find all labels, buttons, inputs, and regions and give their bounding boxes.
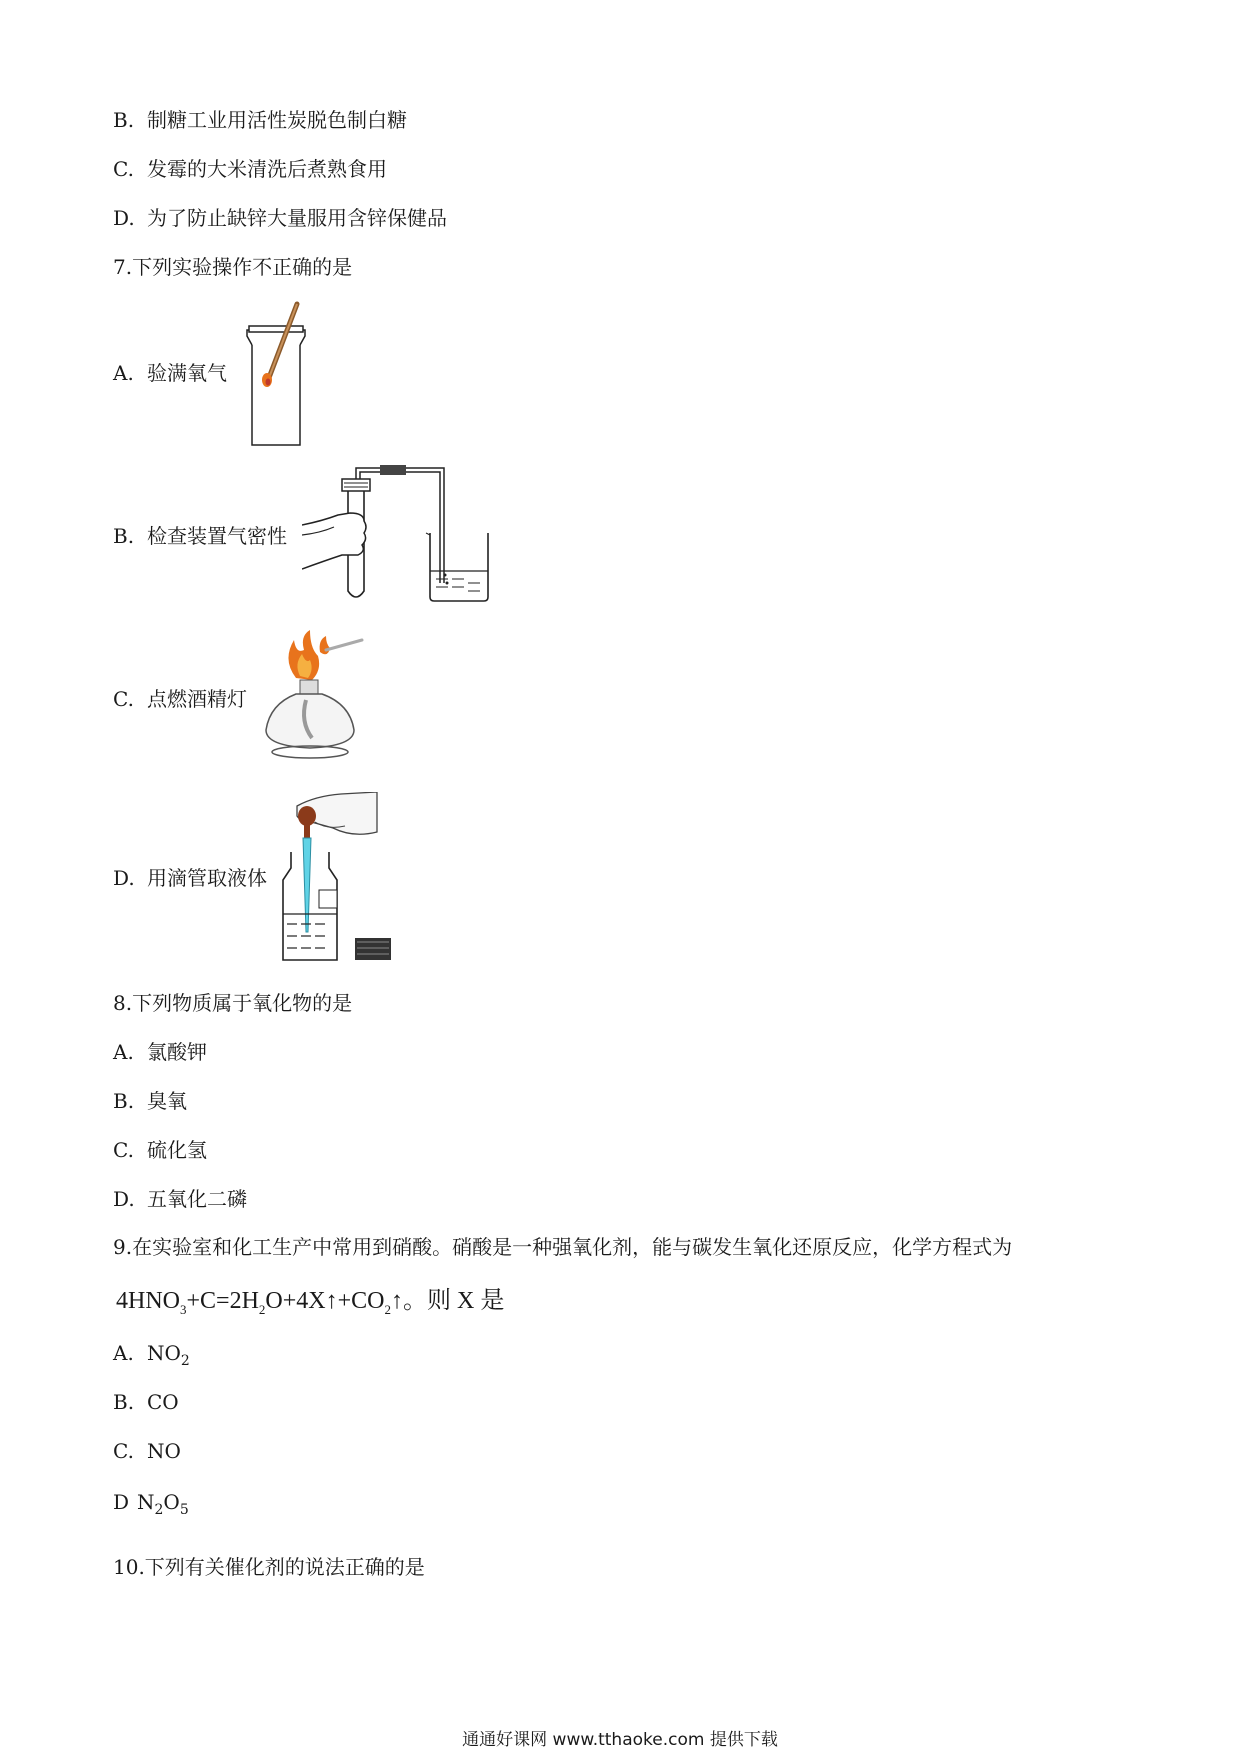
option-text: 发霉的大米清洗后煮熟食用 bbox=[147, 157, 387, 181]
q6-option-d bbox=[113, 205, 447, 231]
q9-option-a bbox=[113, 1340, 190, 1374]
eq-part: ↑。则 X 是 bbox=[391, 1288, 505, 1314]
eq-sub: 3 bbox=[180, 1301, 187, 1317]
option-label: B. bbox=[113, 108, 135, 132]
option-text: 为了防止缺锌大量服用含锌保健品 bbox=[147, 206, 447, 230]
q7-option-a bbox=[113, 360, 227, 386]
option-sub: 5 bbox=[179, 1502, 189, 1518]
option-text: 臭氧 bbox=[147, 1089, 187, 1113]
option-sub: 2 bbox=[180, 1353, 190, 1369]
option-text: 五氧化二磷 bbox=[147, 1187, 247, 1211]
q8-option-d bbox=[113, 1186, 247, 1212]
option-label: C. bbox=[113, 1138, 134, 1162]
option-text: 验满氧气 bbox=[147, 361, 227, 385]
option-label: C. bbox=[113, 157, 134, 181]
eq-part: O+4X↑+CO bbox=[265, 1288, 385, 1314]
q7-option-d bbox=[113, 865, 267, 891]
dropper-figure bbox=[275, 792, 400, 962]
question-9-title: 9.在实验室和化工生产中常用到硝酸。硝酸是一种强氧化剂，能与碳发生氧化还原反应，化学方程式为 bbox=[113, 1235, 1013, 1259]
option-text: 硫化氢 bbox=[147, 1138, 207, 1162]
option-text: NO bbox=[147, 1439, 181, 1463]
option-label: C. bbox=[113, 687, 134, 711]
q6-option-c bbox=[113, 156, 387, 182]
eq-part: 4HNO bbox=[116, 1288, 180, 1314]
option-text: 制糖工业用活性炭脱色制白糖 bbox=[147, 108, 407, 132]
option-text: 检查装置气密性 bbox=[147, 524, 287, 548]
q8-option-b bbox=[113, 1088, 187, 1114]
chemical-equation bbox=[116, 1280, 504, 1318]
question-8-title: 8.下列物质属于氧化物的是 bbox=[113, 991, 353, 1015]
q6-option-b bbox=[113, 107, 407, 133]
option-text: CO bbox=[147, 1390, 179, 1414]
q9-option-d bbox=[113, 1489, 189, 1523]
option-text: 用滴管取液体 bbox=[147, 866, 267, 890]
question-10-title: 10.下列有关催化剂的说法正确的是 bbox=[113, 1555, 425, 1579]
option-label: B. bbox=[113, 1390, 135, 1414]
option-label: A. bbox=[113, 361, 134, 385]
question-7-title: 7.下列实验操作不正确的是 bbox=[113, 255, 353, 279]
option-text: NO bbox=[147, 1341, 181, 1365]
q7-option-b bbox=[113, 523, 287, 549]
option-label: B. bbox=[113, 1089, 135, 1113]
q9-option-c bbox=[113, 1438, 181, 1464]
q9-option-b bbox=[113, 1389, 179, 1415]
eq-sub: 2 bbox=[384, 1301, 391, 1317]
q8-option-a bbox=[113, 1039, 207, 1065]
alcohol-lamp-figure bbox=[260, 630, 370, 762]
option-label: B. bbox=[113, 524, 135, 548]
option-text: 氯酸钾 bbox=[147, 1040, 207, 1064]
page-footer: 通通好课网 www.tthaoke.com 提供下载 bbox=[462, 1730, 778, 1750]
eq-part: +C=2H bbox=[186, 1288, 259, 1314]
option-label: D. bbox=[113, 206, 135, 230]
option-label: D. bbox=[113, 866, 135, 890]
option-label: A. bbox=[113, 1040, 134, 1064]
option-text-tail: O bbox=[163, 1490, 180, 1514]
q7-option-c bbox=[113, 686, 247, 712]
option-sub: 2 bbox=[154, 1502, 164, 1518]
option-text: 点燃酒精灯 bbox=[147, 687, 247, 711]
airtightness-check-figure bbox=[302, 463, 494, 603]
eq-sub: 2 bbox=[258, 1301, 266, 1317]
oxygen-test-figure bbox=[245, 300, 320, 448]
option-label: C. bbox=[113, 1439, 134, 1463]
option-text: N bbox=[137, 1490, 155, 1514]
option-label: D. bbox=[113, 1187, 135, 1211]
q8-option-c bbox=[113, 1137, 207, 1163]
option-label: D bbox=[113, 1490, 130, 1514]
option-label: A. bbox=[113, 1341, 134, 1365]
